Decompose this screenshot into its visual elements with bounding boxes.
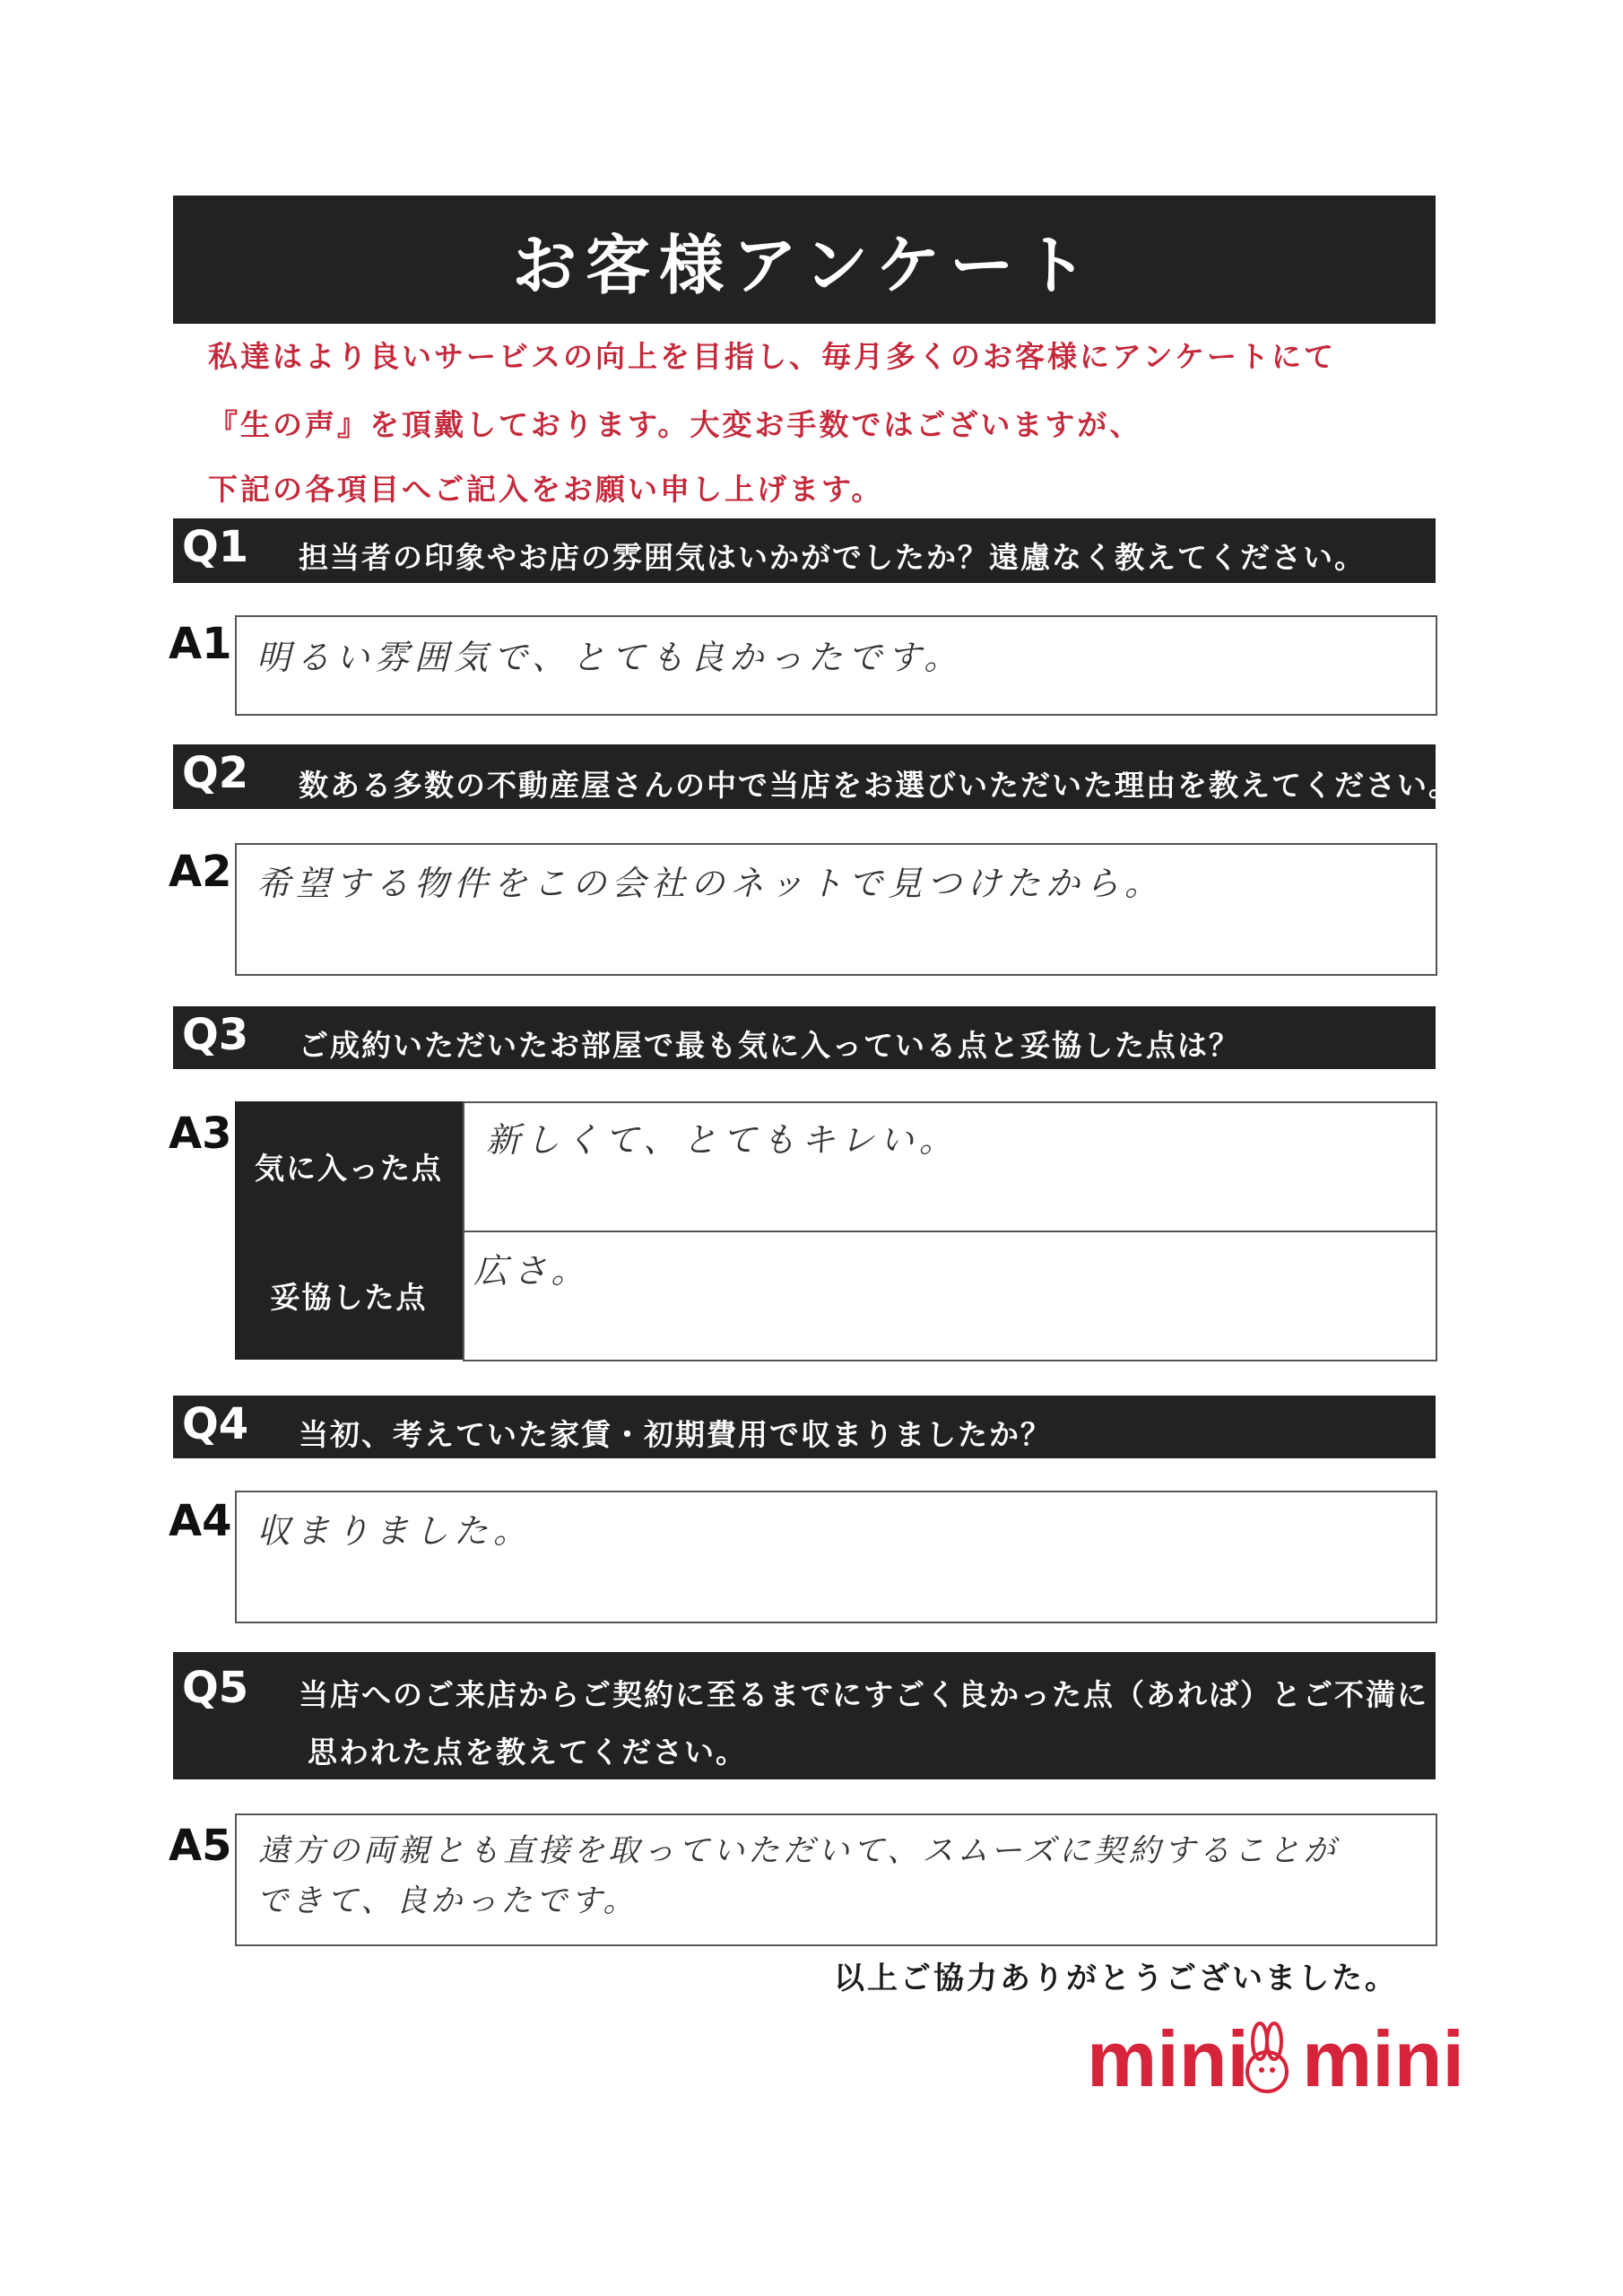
q5-text-line-2: 思われた点を教えてください。 — [308, 1735, 747, 1770]
a1-label: A1 — [169, 619, 232, 669]
closing-message: 以上ご協力ありがとうございました。 — [834, 1961, 1398, 1996]
q1-text: 担当者の印象やお店の雰囲気はいかがでしたか？遠慮なく教えてください。 — [299, 540, 1366, 575]
minimini-logo — [1087, 2014, 1464, 2103]
rabbit-icon — [1247, 2023, 1287, 2092]
q3-label: Q3 — [182, 1010, 249, 1060]
a3-compromise-box — [463, 1231, 1437, 1361]
q2-label: Q2 — [182, 748, 249, 798]
a3-liked-box — [463, 1101, 1437, 1232]
q4-bar — [173, 1396, 1436, 1458]
a3-liked-answer: 新しくて、とてもキレい。 — [486, 1120, 959, 1160]
a4-label: A4 — [169, 1496, 232, 1546]
a3-label: A3 — [169, 1109, 232, 1159]
q1-label: Q1 — [182, 522, 249, 572]
q3-bar — [173, 1006, 1436, 1069]
a5-answer-line-2: できて、良かったです。 — [256, 1883, 638, 1919]
a1-answer-box — [235, 615, 1437, 716]
page-title: お客様アンケート — [512, 227, 1097, 303]
logo-text-left: mini — [1087, 2014, 1249, 2103]
q2-text: 数ある多数の不動産屋さんの中で当店をお選びいただいた理由を教えてください。 — [299, 768, 1460, 803]
a3-compromise-answer: 広さ。 — [473, 1251, 591, 1291]
a5-answer-box — [235, 1813, 1437, 1946]
a2-answer: 希望する物件をこの会社のネットで見つけたから。 — [256, 864, 1165, 903]
intro-line-1: 私達はより良いサービスの向上を目指し、毎月多くのお客様にアンケートにて — [208, 339, 1337, 374]
q4-text: 当初、考えていた家賃・初期費用で収まりましたか？ — [299, 1417, 1052, 1452]
q5-text-line-1: 当店へのご来店からご契約に至るまでにすごく良かった点（あれば）とご不満に — [299, 1677, 1428, 1712]
q1-bar — [173, 518, 1436, 583]
a4-answer: 収まりました。 — [256, 1511, 534, 1551]
intro-line-3: 下記の各項目へご記入をお願い申し上げます。 — [208, 472, 884, 507]
title-bar — [173, 196, 1436, 324]
a3-liked-heading: 気に入った点 — [235, 1101, 463, 1231]
logo-text-right: mini — [1302, 2014, 1464, 2103]
a4-answer-box — [235, 1491, 1437, 1623]
intro-line-2: 『生の声』を頂戴しております。大変お手数ではございますが、 — [208, 407, 1142, 442]
a3-compromise-heading: 妥協した点 — [235, 1231, 463, 1360]
a2-label: A2 — [169, 847, 232, 897]
q2-bar — [173, 744, 1460, 809]
a5-answer-line-1: 遠方の両親とも直接を取っていただいて、スムーズに契約することが — [258, 1833, 1339, 1869]
q5-bar — [173, 1652, 1436, 1779]
a1-answer: 明るい雰囲気で、とても良かったです。 — [256, 638, 964, 677]
q3-text: ご成約いただいたお部屋で最も気に入っている点と妥協した点は？ — [299, 1028, 1240, 1063]
a5-label: A5 — [169, 1821, 232, 1871]
q4-label: Q4 — [182, 1399, 249, 1449]
a2-answer-box — [235, 843, 1437, 976]
q5-label: Q5 — [182, 1663, 249, 1713]
